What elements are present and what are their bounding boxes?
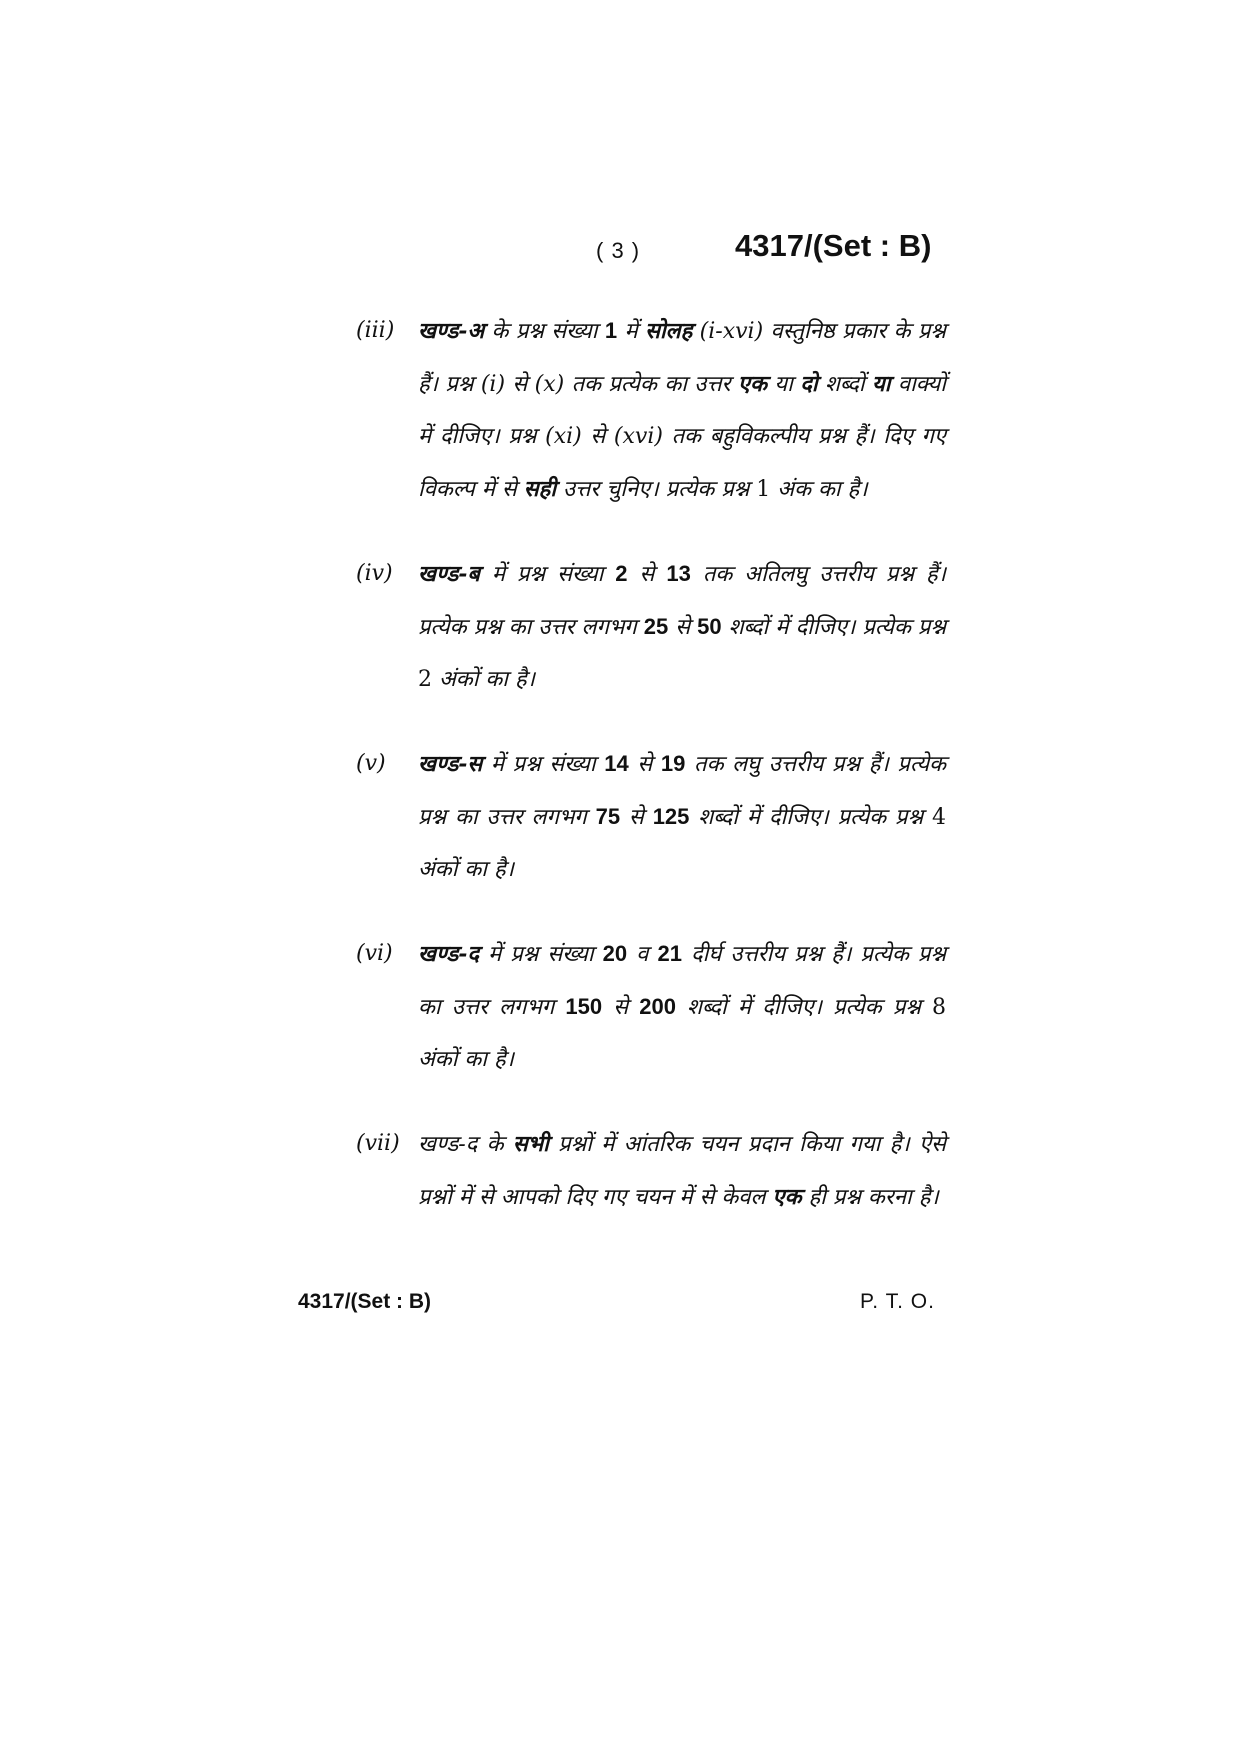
marks-number: 8 <box>932 995 947 1020</box>
instruction-text-run: तक अतिलघु उत्तरीय प्रश्न हैं। प्रत्येक प्रश्न का उत्तर लगभग <box>418 562 946 640</box>
number-text: 50 <box>697 614 722 639</box>
instruction-text-run: ही प्रश्न करना है। <box>801 1185 939 1210</box>
instruction-text-run: दीर्घ उत्तरीय प्रश्न हैं। प्रत्येक प्रश्न का उत्तर लगभग <box>418 942 947 1020</box>
instruction-text-run: में प्रश्न संख्या <box>479 942 603 967</box>
instruction-text-run: अंक का है। <box>770 477 868 502</box>
instruction-text-run: शब्दों में दीजिए। प्रत्येक प्रश्न <box>675 995 933 1020</box>
instruction-text-run: खण्ड-द के <box>418 1132 513 1157</box>
instruction-text-run: से <box>628 752 661 777</box>
instruction-text <box>418 928 946 1086</box>
number-text: 2 <box>615 561 628 586</box>
instruction-number: (iii) <box>356 318 395 343</box>
instruction-text <box>418 305 946 516</box>
instruction-number: (vi) <box>356 941 393 966</box>
instruction-text-run: में प्रश्न संख्या <box>479 562 616 587</box>
emphasis-text: या <box>872 371 891 397</box>
emphasis-text: सही <box>523 476 557 502</box>
number-text: 14 <box>604 751 629 776</box>
marks-number: 2 <box>418 667 432 692</box>
instruction-text-run: से <box>627 562 667 587</box>
number-text: 200 <box>639 994 676 1019</box>
instruction-text-run: अंकों का है। <box>432 667 535 692</box>
instruction-text-run: व <box>627 942 658 967</box>
number-text: 75 <box>595 804 621 829</box>
instruction-text-run: में <box>617 319 646 344</box>
footer-paper-code: 4317/(Set : B) <box>298 1290 432 1313</box>
marks-number: 1 <box>756 477 771 502</box>
number-text: 19 <box>660 751 686 776</box>
instruction-text-run: तक लघु उत्तरीय प्रश्न हैं। प्रत्येक प्रश्न का उत्तर लगभग <box>418 752 946 830</box>
instruction-number: (v) <box>356 751 386 776</box>
instruction-number: (vii) <box>356 1131 400 1156</box>
number-text: 20 <box>602 941 628 966</box>
emphasis-text: खण्ड-ब <box>418 561 480 587</box>
instruction-text-run: या <box>766 372 801 397</box>
instruction-text-run: से <box>620 805 653 830</box>
instruction-text <box>418 1118 946 1224</box>
instruction-text-run: से <box>668 615 698 640</box>
number-text: 13 <box>666 561 691 586</box>
instruction-text-run: उत्तर चुनिए। प्रत्येक प्रश्न <box>556 477 757 502</box>
emphasis-text: दो <box>800 371 818 397</box>
instruction-item <box>356 738 946 896</box>
instruction-text-run: शब्दों <box>817 372 872 397</box>
instruction-text-run: अंकों का है। <box>418 857 515 882</box>
instruction-item <box>356 928 946 1086</box>
instruction-text <box>418 738 946 896</box>
instruction-text-run: प्रश्नों में आंतरिक चयन प्रदान किया गया है। ऐसे प्रश्नों में से आपको दिए गए चयन में से केवल <box>418 1132 947 1210</box>
instruction-text <box>418 548 946 706</box>
instruction-text-run: में प्रश्न संख्या <box>482 752 605 777</box>
instruction-text-run: शब्दों में दीजिए। प्रत्येक प्रश्न <box>721 615 946 640</box>
emphasis-text: सोलह <box>645 318 693 344</box>
page-number: ( 3 ) <box>596 238 641 263</box>
number-text: 150 <box>565 994 603 1019</box>
emphasis-text: खण्ड-स <box>418 751 483 777</box>
instructions-list <box>356 305 946 1256</box>
number-text: 125 <box>652 804 690 829</box>
marks-number: 4 <box>932 805 946 830</box>
instruction-text-run: शब्दों में दीजिए। प्रत्येक प्रश्न <box>689 805 932 830</box>
number-text: 21 <box>657 941 682 966</box>
instruction-number: (iv) <box>356 561 393 586</box>
instruction-item <box>356 305 946 516</box>
paper-code-header: 4317/(Set : B) <box>735 228 932 263</box>
emphasis-text: एक <box>772 1184 802 1210</box>
number-text: 1 <box>604 318 618 343</box>
instruction-text-run: के प्रश्न संख्या <box>484 319 605 344</box>
footer-pto: P. T. O. <box>860 1290 935 1313</box>
emphasis-text: खण्ड-अ <box>418 318 485 344</box>
instruction-text-run: अंकों का है। <box>418 1047 515 1072</box>
instruction-item <box>356 548 946 706</box>
instruction-text-run: से <box>602 995 640 1020</box>
instruction-text-run: वाक्यों में दीजिए। प्रश्न (xi) से (xvi) तक बहुविकल्पीय प्रश्न हैं। दिए गए विकल्प में से <box>418 372 946 502</box>
number-text: 25 <box>643 614 669 639</box>
emphasis-text: सभी <box>512 1131 549 1157</box>
emphasis-text: खण्ड-द <box>418 941 480 967</box>
instruction-text-run: (i-xvi) वस्तुनिष्ठ प्रकार के प्रश्न हैं। प्रश्न (i) से (x) तक प्रत्येक का उत्तर <box>418 319 946 397</box>
instruction-item <box>356 1118 946 1224</box>
emphasis-text: एक <box>737 371 767 397</box>
